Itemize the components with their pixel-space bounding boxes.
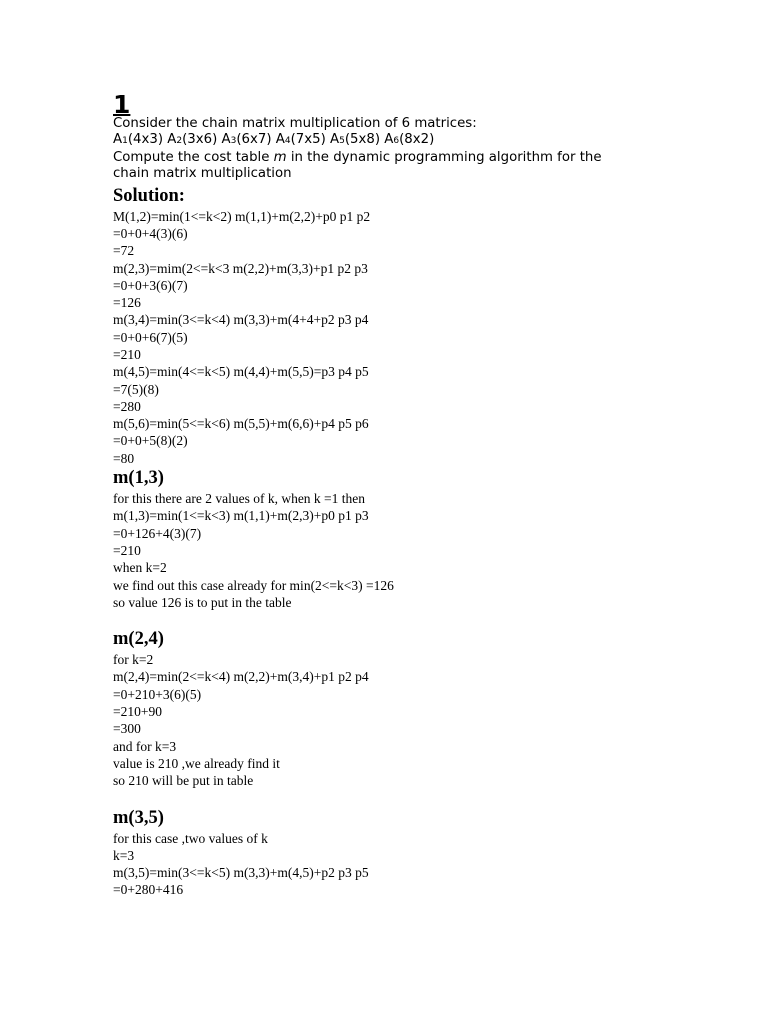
question-number: 1 (113, 90, 131, 119)
matrix-a2: A2(3x6) (167, 132, 218, 148)
section-spacer (113, 790, 713, 807)
document-page (113, 92, 713, 899)
solution-line: =80 (113, 450, 135, 466)
solution-line: =7(5)(8) (113, 381, 159, 397)
section-line: =0+210+3(6)(5) (113, 686, 202, 702)
section-line: for this there are 2 values of k, when k =1 then (113, 491, 366, 507)
question-intro: Consider the chain matrix multiplication of 6 matrices: (113, 116, 477, 131)
section-line: =210+90 (113, 704, 162, 720)
solution-line: =126 (113, 295, 141, 311)
section-spacer (113, 611, 713, 628)
matrix-list (113, 132, 713, 149)
solution-line: =210 (113, 347, 141, 362)
section-line: for this case ,two values of k (113, 830, 268, 846)
section-line: m(3,5)=min(3<=k<5) m(3,3)+m(4,5)+p2 p3 p5 (113, 865, 369, 881)
cost-table-variable: m (273, 149, 287, 165)
solution-line: =280 (113, 398, 141, 414)
section-line: m(1,3)=min(1<=k<3) m(1,1)+m(2,3)+p0 p1 p3 (113, 508, 369, 524)
question-task-continued: chain matrix multiplication (113, 166, 292, 182)
matrix-a3: A3(6x7) (221, 132, 272, 148)
question-task: Compute the cost table m in the dynamic programming algorithm for the (113, 149, 602, 165)
section-line: =210 (113, 542, 141, 558)
section-heading: m(2,4) (113, 629, 164, 650)
section-line: so value 126 is to put in the table (113, 594, 292, 610)
solution-line: =72 (113, 243, 135, 259)
solution-line: =0+0+6(7)(5) (113, 329, 188, 345)
matrix-a4: A4(7x5) (275, 132, 326, 148)
section-heading: m(3,5) (113, 807, 164, 828)
section-line: k=3 (113, 847, 135, 863)
section-line: so 210 will be put in table (113, 773, 254, 789)
section-line: when k=2 (113, 560, 167, 576)
solution-line: =0+0+5(8)(2) (113, 433, 188, 449)
matrix-a6: A6(8x2) (384, 132, 435, 148)
section-line: and for k=3 (113, 738, 177, 754)
solution-heading: Solution: (113, 185, 185, 206)
matrix-a1: A1(4x3) (113, 132, 164, 148)
section-line: =300 (113, 721, 141, 737)
matrix-a5: A5(5x8) (330, 132, 381, 148)
solution-steps (113, 208, 713, 467)
solution-line: m(5,6)=min(5<=k<6) m(5,5)+m(6,6)+p4 p5 p6 (113, 416, 369, 432)
solution-line: M(1,2)=min(1<=k<2) m(1,1)+m(2,2)+p0 p1 p2 (113, 208, 371, 224)
solution-line: =0+0+4(3)(6) (113, 225, 188, 241)
subproblem-sections (113, 467, 713, 899)
solution-line: =0+0+3(6)(7) (113, 277, 188, 293)
section-line: =0+280+416 (113, 882, 184, 898)
solution-line: m(4,5)=min(4<=k<5) m(4,4)+m(5,5)=p3 p4 p5 (113, 364, 369, 380)
section-line: m(2,4)=min(2<=k<4) m(2,2)+m(3,4)+p1 p2 p4 (113, 669, 369, 685)
section-line: for k=2 (113, 652, 154, 668)
section-line: =0+126+4(3)(7) (113, 525, 202, 541)
solution-line: m(3,4)=min(3<=k<4) m(3,3)+m(4+4+p2 p3 p4 (113, 312, 369, 328)
section-line: value is 210 ,we already find it (113, 755, 280, 771)
section-heading: m(1,3) (113, 468, 164, 489)
solution-line: m(2,3)=mim(2<=k<3 m(2,2)+m(3,3)+p1 p2 p3 (113, 260, 368, 276)
section-line: we find out this case already for min(2<=k<3) =126 (113, 577, 394, 593)
